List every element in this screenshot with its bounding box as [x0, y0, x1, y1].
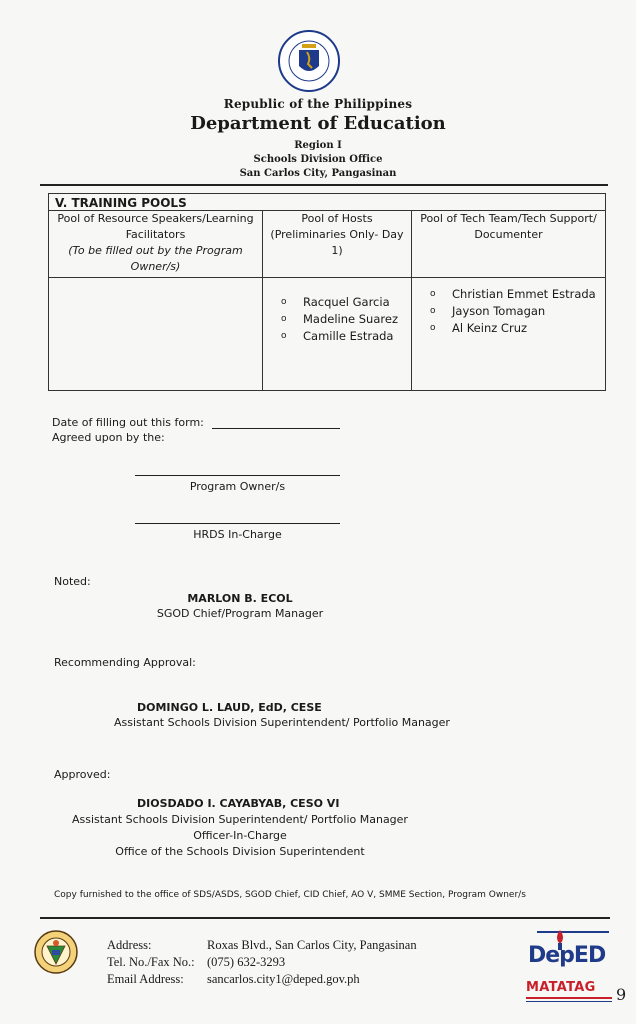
- deped-logo: DepED: [528, 943, 606, 968]
- host-name: Madeline Suarez: [303, 312, 398, 326]
- agreed-label: Agreed upon by the:: [52, 431, 165, 444]
- tech-team-cell: [412, 278, 606, 391]
- header-department: Department of Education: [190, 113, 446, 134]
- approved-title-2: Officer-In-Charge: [193, 829, 287, 842]
- list-item: [430, 320, 601, 337]
- hosts-list: [267, 294, 407, 345]
- header-divider: [40, 184, 608, 186]
- section-title: V. TRAINING POOLS: [49, 194, 606, 211]
- address-value: Roxas Blvd., San Carlos City, Pangasinan: [207, 938, 417, 952]
- bullet-icon: o: [430, 323, 436, 333]
- approved-title-3: Office of the Schools Division Superintendent: [115, 845, 365, 858]
- page-number: 9: [616, 985, 627, 1004]
- bullet-icon: o: [430, 306, 436, 316]
- column-header-tech-team: [412, 211, 606, 278]
- hosts-cell: [263, 278, 412, 391]
- copy-furnished: Copy furnished to the office of SDS/ASDS, SGOD Chief, CID Chief, AO V, SMME Section, Program Owner/s: [54, 890, 526, 900]
- bullet-icon: o: [281, 297, 287, 307]
- resource-speakers-cell: [49, 278, 263, 391]
- footer-divider: [40, 917, 610, 919]
- list-item: [281, 311, 407, 328]
- approved-label: Approved:: [54, 768, 111, 781]
- hrds-signature-line[interactable]: [135, 523, 340, 524]
- list-item: [281, 328, 407, 345]
- tech-team-list: [416, 286, 601, 337]
- date-label: Date of filling out this form:: [52, 416, 204, 429]
- date-field[interactable]: [212, 428, 340, 429]
- bullet-icon: o: [281, 314, 287, 324]
- header-city: San Carlos City, Pangasinan: [239, 168, 397, 179]
- tel-label: Tel. No./Fax No.:: [107, 955, 195, 969]
- header-republic: Republic of the Philippines: [223, 97, 413, 111]
- noted-title: SGOD Chief/Program Manager: [156, 607, 324, 620]
- header-region: Region I: [294, 140, 342, 151]
- column-title: Pool of Hosts (Preliminaries Only- Day 1): [270, 212, 404, 257]
- tech-member-name: Christian Emmet Estrada: [452, 287, 596, 301]
- approved-title-1: Assistant Schools Division Superintendent/ Portfolio Manager: [72, 813, 408, 826]
- bullet-icon: o: [430, 289, 436, 299]
- recommending-name: DOMINGO L. LAUD, EdD, CESE: [137, 701, 322, 714]
- recommending-label: Recommending Approval:: [54, 656, 196, 669]
- noted-name: MARLON B. ECOL: [187, 592, 293, 605]
- approved-name: DIOSDADO I. CAYABYAB, CESO VI: [137, 797, 340, 810]
- column-header-resource-speakers: [49, 211, 263, 278]
- address-label: Address:: [107, 938, 152, 952]
- matatag-underline-blue: [526, 1001, 612, 1002]
- matatag-underline: [526, 997, 612, 999]
- tech-member-name: Al Keinz Cruz: [452, 321, 528, 335]
- matatag-logo: MATATAG: [526, 980, 596, 995]
- tel-value: (075) 632-3293: [207, 955, 286, 969]
- program-owner-signature-line[interactable]: [135, 475, 340, 476]
- footer-divider-accent: [537, 931, 609, 933]
- list-item: [281, 294, 407, 311]
- header-office: Schools Division Office: [253, 154, 383, 165]
- deped-seal-icon: [278, 30, 340, 92]
- host-name: Camille Estrada: [303, 329, 394, 343]
- column-header-hosts: [263, 211, 412, 278]
- email-label: Email Address:: [107, 972, 184, 986]
- column-title: Pool of Tech Team/Tech Support/ Documenter: [420, 212, 597, 241]
- list-item: [430, 286, 601, 303]
- recommending-title: Assistant Schools Division Superintendent/ Portfolio Manager: [114, 716, 450, 729]
- program-owner-label: Program Owner/s: [189, 480, 286, 493]
- bullet-icon: o: [281, 331, 287, 341]
- tech-member-name: Jayson Tomagan: [452, 304, 546, 318]
- column-title: Pool of Resource Speakers/Learning Facilitators: [57, 212, 254, 241]
- host-name: Racquel Garcia: [303, 295, 390, 309]
- training-pools-table: [48, 193, 606, 391]
- division-seal-icon: [34, 930, 78, 974]
- email-value[interactable]: sancarlos.city1@deped.gov.ph: [207, 972, 360, 986]
- column-note: (To be filled out by the Program Owner/s): [68, 244, 243, 273]
- list-item: [430, 303, 601, 320]
- noted-label: Noted:: [54, 575, 91, 588]
- hrds-label: HRDS In-Charge: [193, 528, 282, 541]
